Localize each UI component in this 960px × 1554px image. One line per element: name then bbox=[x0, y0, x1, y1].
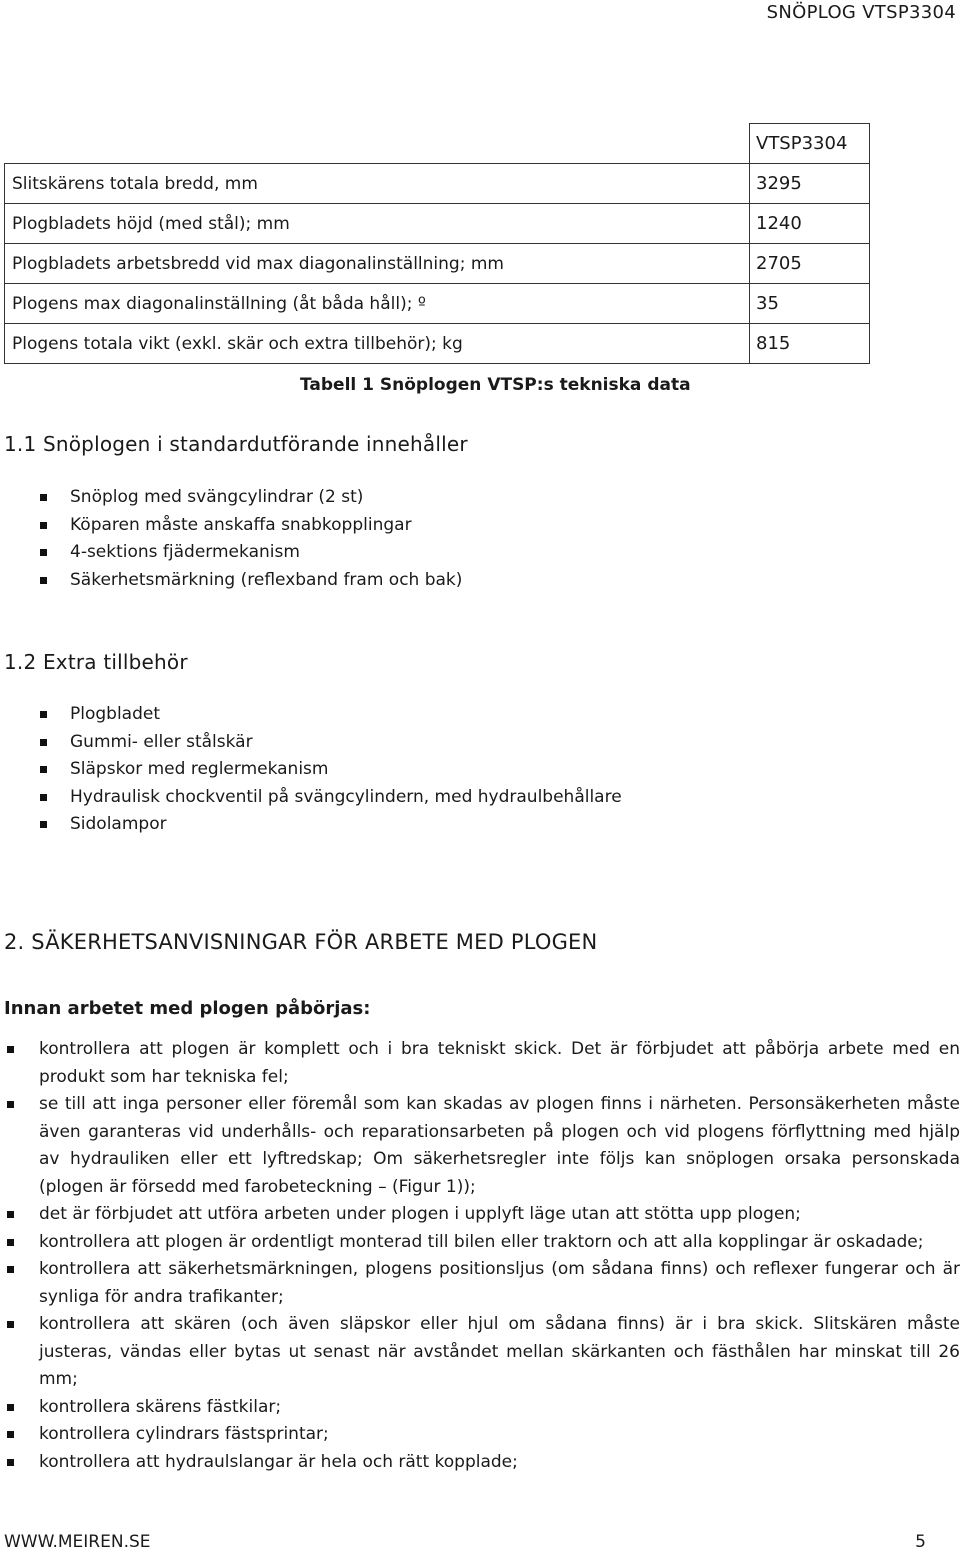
section-1-2-heading: 1.2 Extra tillbehör bbox=[4, 650, 188, 674]
list-item bbox=[0, 1229, 960, 1257]
list-item-text: Säkerhetsmärkning (reflexband fram och bak) bbox=[70, 569, 463, 590]
list-item-text: kontrollera att säkerhetsmärkningen, plogens positionsljus (om sådana finns) och reflexer fungerar och är synliga för andra trafikanter; bbox=[39, 1259, 960, 1307]
spec-value: 3295 bbox=[750, 164, 870, 204]
bullet-square-icon bbox=[7, 1321, 14, 1328]
safety-instructions-list bbox=[0, 1036, 960, 1476]
bullet-square-icon bbox=[7, 1431, 14, 1438]
list-item bbox=[0, 784, 622, 812]
spec-label: Plogens totala vikt (exkl. skär och extra tillbehör); kg bbox=[5, 324, 750, 364]
list-item-text: kontrollera att skären (och även släpskor eller hjul om sådana finns) är i bra skick. Slitskären måste justeras, vändas eller bytas ut senast när avståndet mellan skärkanten och fästhålen har minskat till 26 mm; bbox=[39, 1314, 960, 1389]
table-row bbox=[5, 324, 870, 364]
list-item bbox=[0, 1256, 960, 1311]
section-2-lead: Innan arbetet med plogen påbörjas: bbox=[4, 998, 371, 1019]
bullet-square-icon bbox=[7, 1404, 14, 1411]
spec-label: Plogbladets arbetsbredd vid max diagonalinställning; mm bbox=[5, 244, 750, 284]
bullet-square-icon bbox=[7, 1459, 14, 1466]
list-item-text: kontrollera skärens fästkilar; bbox=[39, 1396, 282, 1417]
list-item-text: 4-sektions fjädermekanism bbox=[70, 542, 300, 562]
spec-label: Plogens max diagonalinställning (åt båda håll); º bbox=[5, 284, 750, 324]
bullet-square-icon bbox=[40, 522, 47, 529]
list-item-text: kontrollera cylindrars fästsprintar; bbox=[39, 1424, 329, 1444]
list-item bbox=[0, 1421, 960, 1449]
bullet-square-icon bbox=[40, 577, 47, 584]
list-item bbox=[0, 1091, 960, 1201]
list-item-text: Sidolampor bbox=[70, 814, 167, 834]
spec-value: 1240 bbox=[750, 204, 870, 244]
spec-value: 815 bbox=[750, 324, 870, 364]
spec-table bbox=[4, 123, 870, 364]
list-item-text: kontrollera att plogen är komplett och i bra tekniskt skick. Det är förbjudet att påbörja arbete med en produkt som har tekniska fel; bbox=[39, 1039, 960, 1087]
bullet-square-icon bbox=[7, 1101, 14, 1108]
list-item-text: Plogbladet bbox=[70, 704, 161, 724]
table-row bbox=[5, 244, 870, 284]
table-row bbox=[5, 204, 870, 244]
list-item bbox=[0, 1201, 960, 1229]
list-item-text: kontrollera att hydraulslangar är hela och rätt kopplade; bbox=[39, 1451, 518, 1472]
bullet-square-icon bbox=[40, 794, 47, 801]
list-item-text: Köparen måste anskaffa snabkopplingar bbox=[70, 514, 412, 535]
list-item-text: se till att inga personer eller föremål som kan skadas av plogen finns i närheten. Personsäkerheten måste även garanteras vid underhålls- och reparationsarbeten på plogen och vid plogens förflyttning med hjälp av hydrauliken eller ett lyftredskap; Om säkerhetsregler inte följs kan snöplogen orsaka personskada (plogen är försedd med farobeteckning – (Figur 1)); bbox=[39, 1094, 960, 1197]
section-1-2-list bbox=[0, 701, 622, 839]
table-caption: Tabell 1 Snöplogen VTSP:s tekniska data bbox=[300, 375, 691, 395]
bullet-square-icon bbox=[7, 1211, 14, 1218]
footer-website: WWW.MEIREN.SE bbox=[4, 1532, 151, 1552]
list-item-text: kontrollera att plogen är ordentligt monterad till bilen eller traktorn och att alla kopplingar är oskadade; bbox=[39, 1231, 924, 1252]
bullet-square-icon bbox=[7, 1266, 14, 1273]
list-item bbox=[0, 1449, 960, 1477]
bullet-square-icon bbox=[40, 711, 47, 718]
bullet-square-icon bbox=[40, 821, 47, 828]
spec-table-header-empty bbox=[5, 124, 750, 164]
list-item bbox=[0, 512, 462, 540]
spec-value: 2705 bbox=[750, 244, 870, 284]
list-item bbox=[0, 756, 622, 784]
footer-page-number: 5 bbox=[915, 1532, 926, 1552]
bullet-square-icon bbox=[7, 1239, 14, 1246]
bullet-square-icon bbox=[40, 494, 47, 501]
list-item-text: Släpskor med reglermekanism bbox=[70, 759, 329, 779]
list-item bbox=[0, 567, 462, 595]
list-item-text: Snöplog med svängcylindrar (2 st) bbox=[70, 487, 364, 507]
bullet-square-icon bbox=[7, 1046, 14, 1053]
list-item bbox=[0, 1311, 960, 1394]
table-row bbox=[5, 164, 870, 204]
list-item bbox=[0, 701, 622, 729]
list-item bbox=[0, 729, 622, 757]
table-row bbox=[5, 284, 870, 324]
spec-value: 35 bbox=[750, 284, 870, 324]
section-2-heading: 2. SÄKERHETSANVISNINGAR FÖR ARBETE MED PLOGEN bbox=[4, 930, 598, 954]
list-item-text: Hydraulisk chockventil på svängcylindern, med hydraulbehållare bbox=[70, 786, 622, 807]
section-1-1-heading: 1.1 Snöplogen i standardutförande innehåller bbox=[4, 432, 468, 456]
list-item bbox=[0, 484, 462, 512]
spec-table-column-header: VTSP3304 bbox=[750, 124, 870, 164]
list-item-text: det är förbjudet att utföra arbeten under plogen i upplyft läge utan att stötta upp plogen; bbox=[39, 1204, 801, 1224]
list-item bbox=[0, 811, 622, 839]
list-item bbox=[0, 1036, 960, 1091]
bullet-square-icon bbox=[40, 739, 47, 746]
spec-label: Plogbladets höjd (med stål); mm bbox=[5, 204, 750, 244]
document-header-title: SNÖPLOG VTSP3304 bbox=[766, 2, 956, 23]
bullet-square-icon bbox=[40, 766, 47, 773]
spec-label: Slitskärens totala bredd, mm bbox=[5, 164, 750, 204]
bullet-square-icon bbox=[40, 549, 47, 556]
spec-table-header-row bbox=[5, 124, 870, 164]
section-1-1-list bbox=[0, 484, 462, 594]
list-item bbox=[0, 1394, 960, 1422]
list-item bbox=[0, 539, 462, 567]
list-item-text: Gummi- eller stålskär bbox=[70, 731, 253, 752]
